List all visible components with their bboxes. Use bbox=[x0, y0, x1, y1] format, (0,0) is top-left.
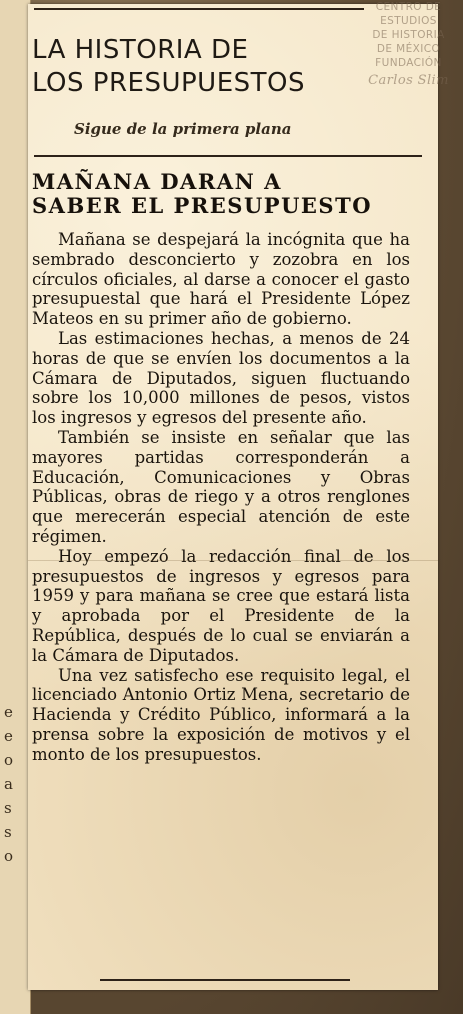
watermark-line: FUNDACIÓN bbox=[375, 57, 442, 69]
adjacent-text-fragments bbox=[4, 700, 24, 868]
newspaper-clipping bbox=[28, 4, 438, 990]
fragment: s bbox=[4, 799, 12, 817]
fragment: a bbox=[4, 775, 13, 793]
watermark-line: ESTUDIOS bbox=[380, 15, 437, 27]
adjacent-clipping-strip bbox=[0, 0, 31, 1014]
watermark-line: DE HISTORIA bbox=[372, 29, 445, 41]
fragment: o bbox=[4, 847, 14, 865]
section-title bbox=[32, 34, 362, 100]
watermark-line: DE MÉXICO bbox=[376, 43, 441, 55]
paragraph: Hoy empezó la redacción final de los presupuestos de ingresos y egresos para 1959 y para mañana se cree que estará lista y aprobada por el Presidente de la República, después de lo cual se enviarán a la Cámara de Diputados. bbox=[32, 546, 410, 665]
headline-line: MAÑANA DARAN A bbox=[32, 169, 282, 194]
headline-rule bbox=[34, 155, 422, 157]
watermark-line: CENTRO DE bbox=[375, 1, 442, 13]
end-rule bbox=[100, 979, 350, 981]
continuation-note: Sigue de la primera plana bbox=[74, 120, 292, 138]
watermark-signature: Carlos Slim bbox=[368, 73, 449, 88]
section-title-line: LA HISTORIA DE bbox=[32, 35, 249, 65]
paragraph: Las estimaciones hechas, a menos de 24 horas de que se envíen los documentos a la Cámara de Diputados, siguen fluctuando sobre los 10,000 millones de pesos, vistos los ingresos y egresos del presente año. bbox=[32, 328, 410, 428]
section-title-line: LOS PRESUPUESTOS bbox=[32, 68, 305, 98]
fragment: e bbox=[4, 727, 13, 745]
paragraph: Una vez satisfecho ese requisito legal, el licenciado Antonio Ortiz Mena, secretario de Hacienda y Crédito Público, informará a la prensa sobre la exposición de motivos y el monto de los presupuestos. bbox=[32, 665, 410, 764]
archive-watermark bbox=[356, 0, 461, 88]
paper-crease bbox=[28, 560, 438, 561]
article-body bbox=[32, 230, 410, 765]
top-rule bbox=[34, 8, 364, 10]
fragment: e bbox=[4, 703, 13, 721]
fragment: o bbox=[4, 751, 14, 769]
headline-line: SABER EL PRESUPUESTO bbox=[32, 193, 372, 218]
paragraph: Mañana se despejará la incógnita que ha sembrado desconcierto y zozobra en los círculos oficiales, al darse a conocer el gasto presupuestal que hará el Presidente López Mateos en su primer año de gobierno. bbox=[32, 230, 410, 329]
paragraph: También se insiste en señalar que las mayores partidas corresponderán a Educación, Comunicaciones y Obras Públicas, obras de riego y a otros renglones que merecerán especial atención de este régimen. bbox=[32, 427, 410, 546]
fragment: s bbox=[4, 823, 12, 841]
headline bbox=[32, 170, 422, 218]
